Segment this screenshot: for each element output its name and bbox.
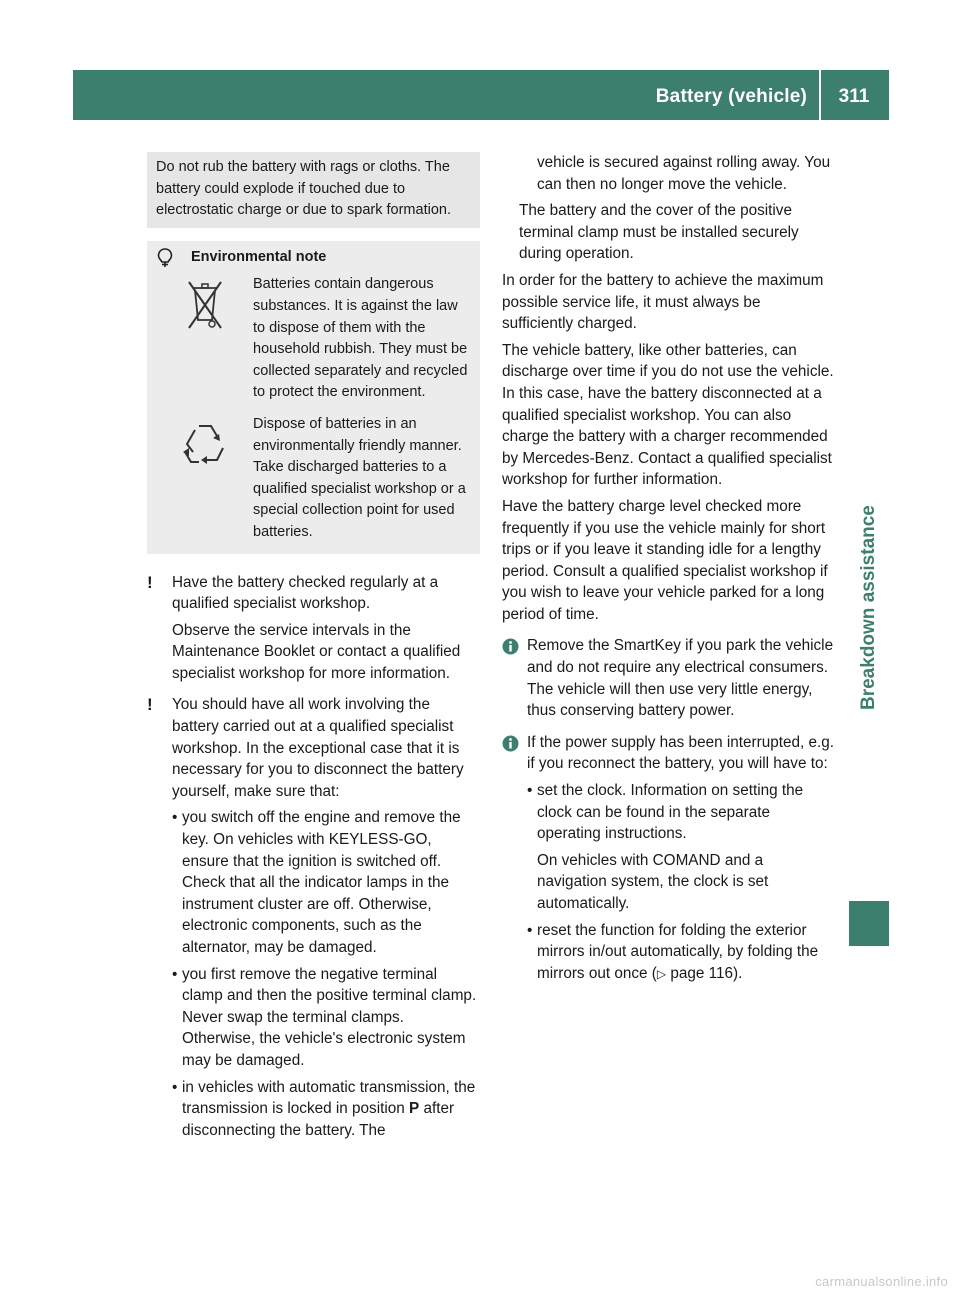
continuation-text: The battery and the cover of the positive terminal clamp must be installed securely during operation.: [519, 202, 799, 263]
bulb-icon: [157, 248, 179, 268]
section-title: Battery (vehicle): [656, 70, 821, 120]
info-icon: [502, 732, 527, 986]
recycling-icon: [179, 418, 231, 544]
list-item: [527, 920, 835, 986]
info-note: [502, 732, 835, 986]
list-item: [172, 807, 480, 958]
page-number: 311: [838, 86, 870, 107]
gear-position-p: P: [409, 1100, 420, 1118]
list-item: [172, 1077, 480, 1142]
environmental-note-heading: [157, 247, 470, 269]
caution-mark: !: [147, 695, 153, 715]
right-column: [502, 152, 835, 985]
caution-text: Observe the service intervals in the Maintenance Booklet or contact a qualified specialist workshop for more information.: [172, 621, 461, 682]
watermark: carmanualsonline.info: [815, 1274, 948, 1289]
chapter-tab-marker: [849, 901, 889, 946]
crossed-out-bin-icon: [185, 278, 225, 404]
info-text: Remove the SmartKey if you park the vehicle and do not require any electrical consumers. The vehicle will then use very little energy, thus conserving battery power.: [527, 637, 834, 720]
list-item-text: reset the function for folding the exterior mirrors in/out automatically, by folding the mirrors out once (▷ page 116).: [537, 921, 819, 982]
info-note: [502, 635, 835, 721]
list-item-text: set the clock. Information on setting the clock can be found in the separate operating instructions.: [537, 782, 804, 843]
list-item: [172, 964, 480, 1072]
caution-mark: !: [147, 572, 153, 592]
list-item-text: you first remove the negative terminal clamp and then the positive terminal clamp. Never swap the terminal clamps. Otherwise, the vehicle's electronic system may be damaged.: [182, 965, 477, 1069]
left-column: [147, 152, 480, 1141]
page-header-bar: [73, 70, 889, 120]
body-paragraph: In order for the battery to achieve the maximum possible service life, it must always be sufficiently charged.: [502, 271, 824, 333]
page-reference-link[interactable]: page 116).: [666, 964, 743, 982]
page-reference-arrow-icon: ▷: [656, 966, 667, 981]
warning-box: [147, 152, 480, 228]
chapter-tab-label: Breakdown assistance: [858, 505, 879, 710]
list-item-text: you switch off the engine and remove the key. On vehicles with KEYLESS-GO, ensure that the ignition is switched off. Check that all the indicator lamps in the instrument cluster are off. Otherwise, electronic components, such as the alternator, may be damaged.: [182, 809, 461, 956]
env-item-text: Dispose of batteries in an environmentally friendly manner. Take discharged batteries to a qualified specialist workshop or a special collection point for used batteries.: [253, 415, 466, 540]
caution-text: Have the battery checked regularly at a qualified specialist workshop.: [172, 573, 439, 613]
env-item-disposal: [157, 274, 470, 404]
environmental-note-box: [147, 241, 480, 554]
bullet-marker: •: [527, 921, 533, 939]
caution-note: [147, 572, 480, 685]
list-item-text: in vehicles with automatic transmission, the transmission is locked in position P after disconnecting the battery. The: [182, 1078, 476, 1139]
body-paragraph: Have the battery charge level checked more frequently if you use the vehicle mainly for short trips or if you leave it standing idle for a lengthy period. Consult a qualified specialist workshop if you wish to leave your vehicle parked for a long period of time.: [502, 497, 828, 623]
list-item-text: On vehicles with COMAND and a navigation system, the clock is set automatically.: [537, 851, 769, 912]
info-text: If the power supply has been interrupted, e.g. if you reconnect the battery, you will have to:: [527, 733, 834, 773]
caution-note: [147, 694, 480, 1141]
continuation-text: vehicle is secured against rolling away. You can then no longer move the vehicle.: [537, 154, 831, 193]
env-item-text: Batteries contain dangerous substances. It is against the law to dispose of them with the household rubbish. They must be collected separately and recycled to protect the environment.: [253, 276, 468, 401]
bullet-marker: •: [527, 782, 533, 800]
bullet-marker: •: [172, 809, 178, 827]
caution-text: You should have all work involving the battery carried out at a qualified specialist workshop. In the exceptional case that it is necessary for you to disconnect the battery yourself, make sure that:: [172, 696, 464, 800]
bullet-marker: •: [172, 1078, 178, 1096]
env-item-recycling: [157, 414, 470, 544]
bullet-marker: •: [172, 965, 178, 983]
body-paragraph: The vehicle battery, like other batteries, can discharge over time if you do not use the vehicle. In this case, have the battery disconnected at a qualified specialist workshop. You can also charge the battery with a charger recommended by Mercedes-Benz. Contact a qualified specialist workshop for further information.: [502, 341, 834, 489]
environmental-note-title: Environmental note: [191, 248, 327, 265]
warning-text: Do not rub the battery with rags or cloths. The battery could explode if touched due to electrostatic charge or due to spark formation.: [156, 159, 451, 219]
info-icon: [502, 635, 527, 721]
list-item: [527, 780, 835, 915]
